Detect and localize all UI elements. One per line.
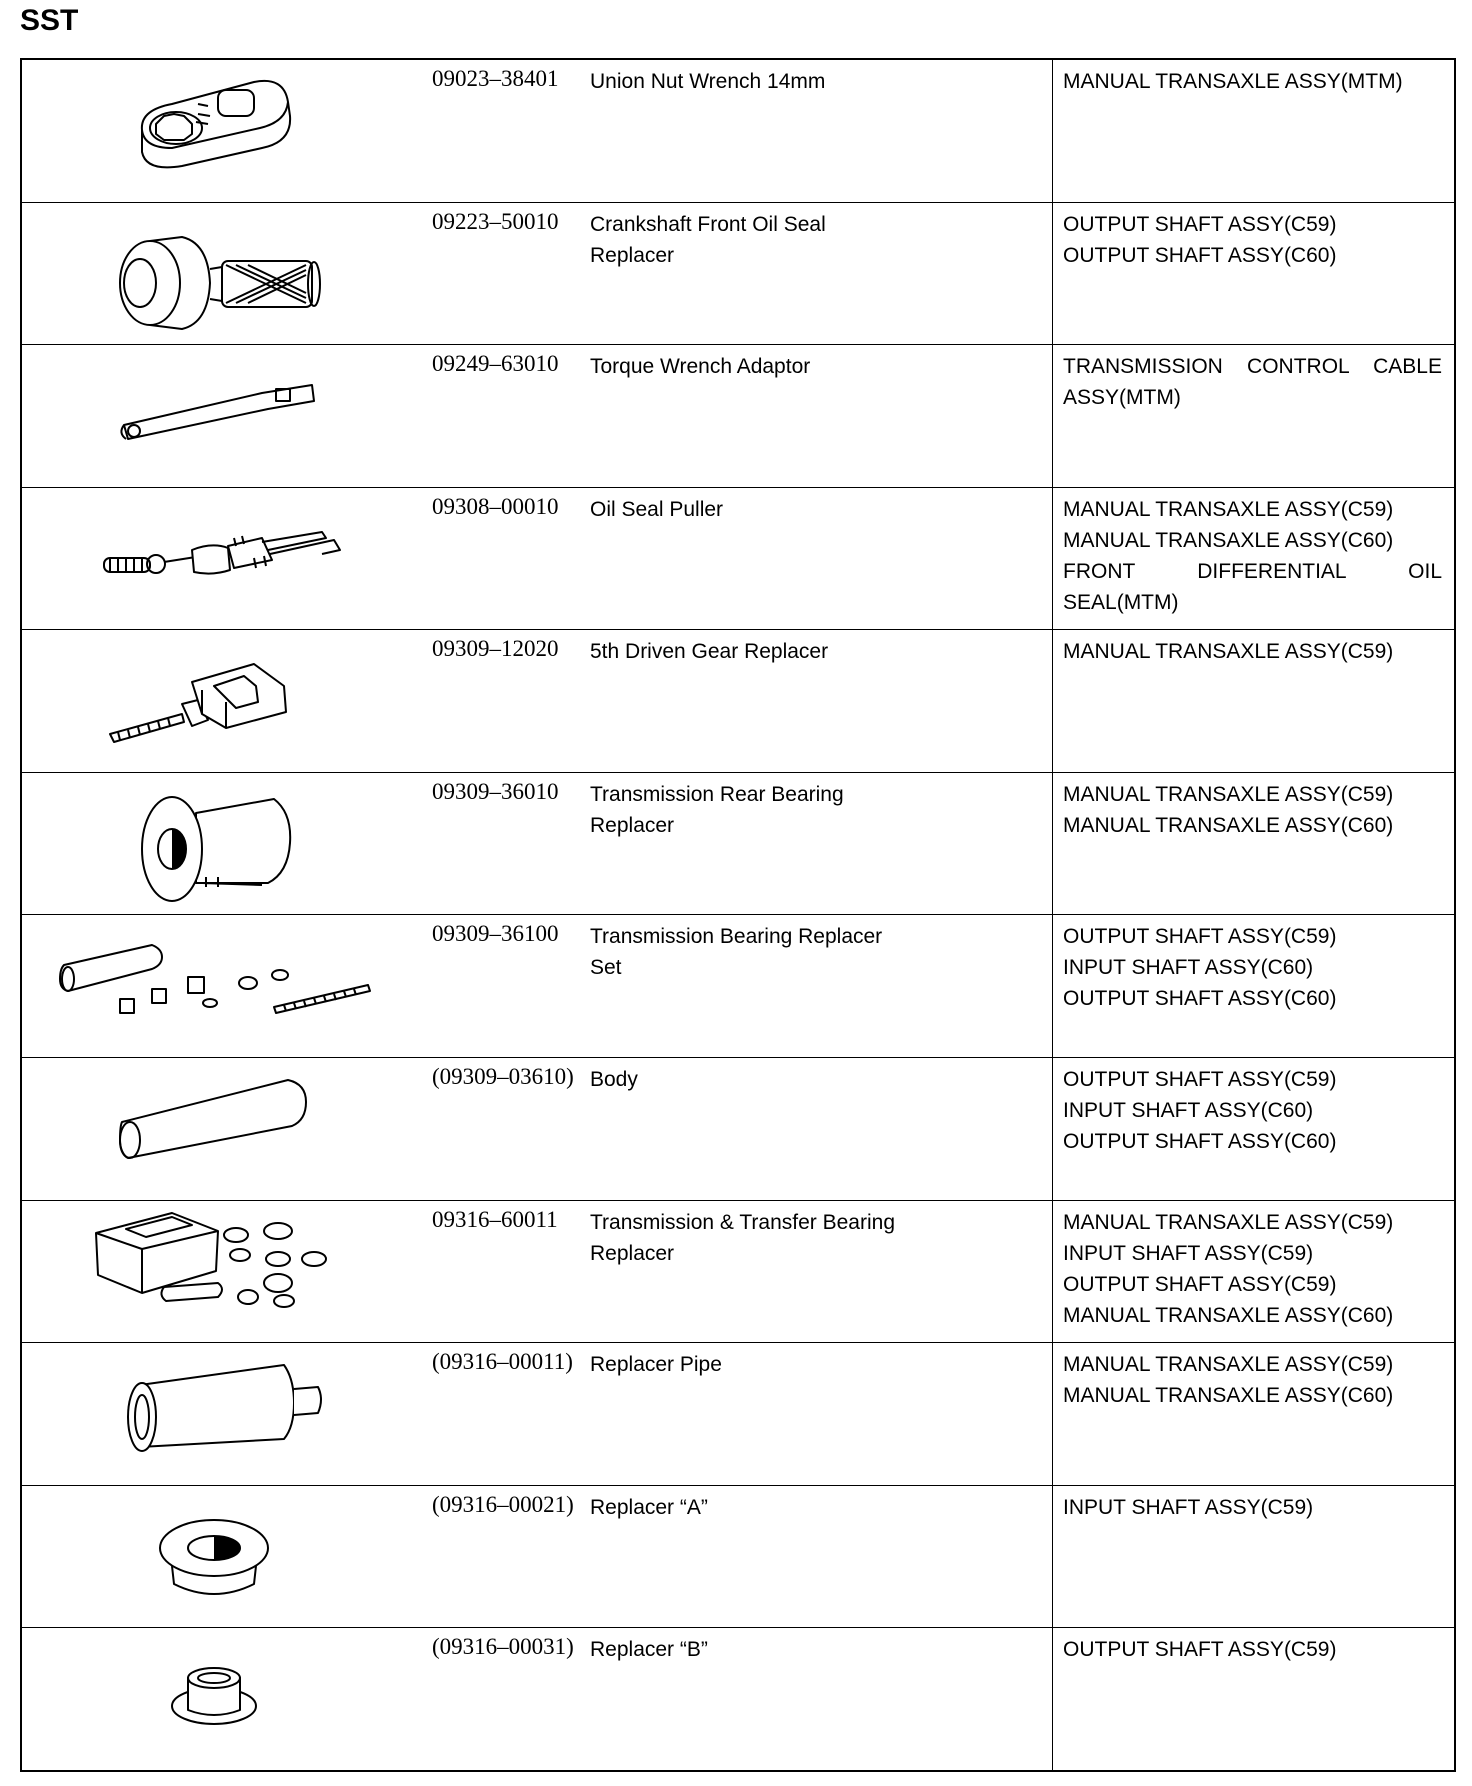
usage-item: MANUAL TRANSAXLE ASSY(C59) xyxy=(1063,640,1394,664)
part-name: Replacer “B” xyxy=(590,1638,708,1662)
tool-row xyxy=(21,487,1455,630)
tool-illustration-cell xyxy=(21,345,422,488)
usage-item: OUTPUT SHAFT ASSY(C60) xyxy=(1063,1130,1337,1154)
tool-row xyxy=(21,630,1455,773)
tool-illustration-cell xyxy=(21,915,422,1058)
tool-row xyxy=(21,772,1455,915)
tool-illustration-cell xyxy=(21,630,422,773)
page-title: SST xyxy=(20,4,79,37)
part-number: (09309–03610) xyxy=(432,1064,574,1090)
part-name: Replacer Pipe xyxy=(590,1353,722,1377)
tool-illustration-cell xyxy=(21,487,422,630)
part-name: Transmission & Transfer Bearing Replacer xyxy=(590,1210,896,1265)
usage-item: MANUAL TRANSAXLE ASSY(C60) xyxy=(1063,1303,1394,1327)
usage-item: MANUAL TRANSAXLE ASSY(MTM) xyxy=(1063,70,1403,93)
tool-illustration-cell xyxy=(21,1200,422,1343)
replacer-a-icon xyxy=(22,1486,422,1626)
tool-row xyxy=(21,345,1455,488)
bearing-replacer-set-icon xyxy=(22,915,422,1055)
usage-item: MANUAL TRANSAXLE ASSY(C59) xyxy=(1063,497,1394,521)
usage-item: SEAL(MTM) xyxy=(1063,590,1179,614)
usage-item: OUTPUT SHAFT ASSY(C59) xyxy=(1063,925,1337,949)
tool-row xyxy=(21,1628,1455,1771)
tool-row xyxy=(21,59,1455,202)
part-number: 09249–63010 xyxy=(432,351,559,377)
usage-item: FRONT DIFFERENTIAL OIL xyxy=(1063,559,1442,583)
rear-bearing-replacer-icon xyxy=(22,773,422,913)
usage-item: OUTPUT SHAFT ASSY(C59) xyxy=(1063,1068,1337,1092)
part-number: 09316–60011 xyxy=(432,1206,558,1232)
replacer-pipe-icon xyxy=(22,1343,422,1483)
part-name: Torque Wrench Adaptor xyxy=(590,355,811,379)
tool-case-set-icon xyxy=(22,1201,422,1341)
tool-illustration-cell xyxy=(21,59,422,202)
replacer-b-icon xyxy=(22,1628,422,1768)
part-number: 09223–50010 xyxy=(432,208,559,234)
tool-row xyxy=(21,202,1455,345)
usage-item: INPUT SHAFT ASSY(C59) xyxy=(1063,1241,1314,1265)
usage-item: MANUAL TRANSAXLE ASSY(C59) xyxy=(1063,1353,1394,1377)
usage-item: OUTPUT SHAFT ASSY(C59) xyxy=(1063,1638,1337,1662)
usage-item: MANUAL TRANSAXLE ASSY(C60) xyxy=(1063,813,1394,837)
part-name: 5th Driven Gear Replacer xyxy=(590,640,829,664)
torque-wrench-adaptor-icon xyxy=(22,345,422,485)
gear-replacer-icon xyxy=(22,630,422,770)
oil-seal-puller-icon xyxy=(22,488,422,628)
tool-illustration-cell xyxy=(21,1058,422,1201)
part-number: 09309–36010 xyxy=(432,778,559,804)
part-number: (09316–00011) xyxy=(432,1349,573,1375)
usage-item: OUTPUT SHAFT ASSY(C59) xyxy=(1063,1272,1337,1296)
usage-item: OUTPUT SHAFT ASSY(C60) xyxy=(1063,987,1337,1011)
usage-item: MANUAL TRANSAXLE ASSY(C59) xyxy=(1063,782,1394,806)
usage-item: OUTPUT SHAFT ASSY(C59) xyxy=(1063,212,1337,236)
tool-row xyxy=(21,1343,1455,1486)
tool-illustration-cell xyxy=(21,202,422,345)
tool-row xyxy=(21,915,1455,1058)
part-number: 09309–12020 xyxy=(432,636,559,662)
union-nut-wrench-icon xyxy=(22,60,422,200)
usage-item: TRANSMISSION CONTROL CABLE xyxy=(1063,355,1442,379)
part-name: Union Nut Wrench 14mm xyxy=(590,70,826,93)
usage-item: MANUAL TRANSAXLE ASSY(C60) xyxy=(1063,1384,1394,1408)
part-name: Crankshaft Front Oil Seal Replacer xyxy=(590,212,826,267)
oil-seal-replacer-icon xyxy=(22,203,422,343)
part-number: 09309–36100 xyxy=(432,921,559,947)
usage-item: OUTPUT SHAFT ASSY(C60) xyxy=(1063,243,1337,267)
part-name: Transmission Rear Bearing Replacer xyxy=(590,782,844,837)
part-number: 09023–38401 xyxy=(432,66,559,91)
tool-row xyxy=(21,1200,1455,1343)
part-number: (09316–00031) xyxy=(432,1634,574,1660)
part-name: Oil Seal Puller xyxy=(590,497,724,521)
part-name: Body xyxy=(590,1068,638,1092)
part-name: Replacer “A” xyxy=(590,1495,708,1519)
usage-item: MANUAL TRANSAXLE ASSY(C59) xyxy=(1063,1210,1394,1234)
body-tube-icon xyxy=(22,1058,422,1198)
tool-illustration-cell xyxy=(21,1343,422,1486)
usage-item: MANUAL TRANSAXLE ASSY(C60) xyxy=(1063,528,1394,552)
part-number: (09316–00021) xyxy=(432,1491,574,1517)
tool-row xyxy=(21,1058,1455,1201)
tool-illustration-cell xyxy=(21,1485,422,1628)
usage-item: INPUT SHAFT ASSY(C60) xyxy=(1063,956,1314,980)
usage-item: INPUT SHAFT ASSY(C59) xyxy=(1063,1495,1314,1519)
tool-illustration-cell xyxy=(21,772,422,915)
usage-item: ASSY(MTM) xyxy=(1063,386,1181,410)
usage-item: INPUT SHAFT ASSY(C60) xyxy=(1063,1099,1314,1123)
tool-row xyxy=(21,1485,1455,1628)
sst-table xyxy=(20,58,1456,1772)
part-number: 09308–00010 xyxy=(432,493,559,519)
tool-illustration-cell xyxy=(21,1628,422,1771)
part-name: Transmission Bearing Replacer Set xyxy=(590,925,883,980)
